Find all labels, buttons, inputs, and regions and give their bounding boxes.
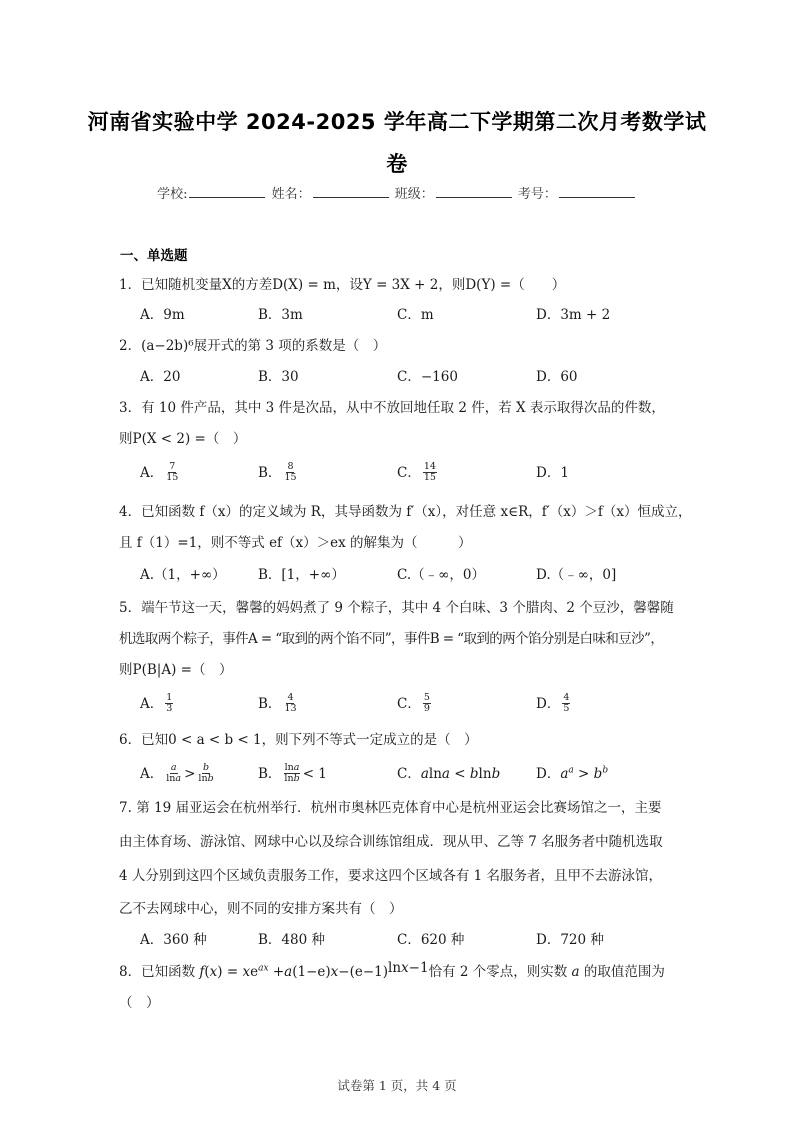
question-5-line3: 则P(B|A) =（ ）	[119, 662, 233, 678]
class-blank[interactable]	[436, 186, 512, 198]
option-a[interactable]: A． $\frac{7}{15}$	[140, 460, 179, 483]
fraction: $\frac{14}{15}$	[423, 460, 436, 483]
question-8-line2: （ ）	[119, 995, 160, 1011]
question-6	[119, 728, 478, 748]
option-a[interactable]: A．9m	[140, 307, 185, 323]
fraction: $\frac{8}{15}$	[284, 460, 297, 483]
option-a[interactable]: A．360 种	[140, 932, 207, 948]
option-a[interactable]: A.（1，+∞）	[140, 567, 226, 583]
question-text: 已知随机变量X的方差D(X) = m，设Y = 3X + 2，则D(Y) =（ ）	[141, 277, 566, 293]
option-b[interactable]: B． $\frac{8}{15}$	[258, 460, 297, 483]
question-number: 8．	[119, 964, 142, 980]
option-d[interactable]: D．720 种	[536, 932, 604, 948]
question-number: 6．	[119, 732, 142, 748]
question-7-line1	[119, 796, 661, 816]
question-number: 3．	[119, 400, 142, 416]
option-c[interactable]: C．alna < blnb	[397, 766, 501, 782]
fraction: $\frac{1}{3}$	[166, 691, 173, 714]
option-a[interactable]: A． $\frac{a}{\ln a}$ > $\frac{b}{\ln b}$	[140, 761, 214, 784]
option-d[interactable]: D． $\frac{4}{5}$	[536, 691, 570, 714]
exam-title-line2: 卷	[386, 152, 408, 176]
question-text: 第 19 届亚运会在杭州举行．杭州市奥林匹克体育中心是杭州亚运会比赛场馆之一，主要	[136, 800, 662, 816]
question-3-line1	[119, 396, 665, 416]
section-title: 一、单选题	[120, 248, 188, 264]
class-label: 班级：	[394, 187, 434, 202]
option-b[interactable]: B． $\frac{4}{13}$	[258, 691, 297, 714]
option-a[interactable]: A．20	[140, 369, 181, 385]
school-label: 学校:	[157, 187, 188, 202]
option-b[interactable]: B．[1，+∞）	[258, 567, 345, 583]
fraction: $\frac{7}{15}$	[166, 460, 179, 483]
option-a[interactable]: A． $\frac{1}{3}$	[140, 691, 173, 714]
option-c[interactable]: C.（﹣∞，0）	[397, 567, 485, 583]
option-d[interactable]: D．60	[536, 369, 578, 385]
question-number: 2．	[119, 338, 142, 354]
question-2	[119, 334, 386, 354]
option-c[interactable]: C．620 种	[397, 932, 465, 948]
fraction: $\frac{4}{5}$	[563, 691, 570, 714]
option-c[interactable]: C．−160	[397, 369, 458, 385]
exam-title-line1: 河南省实验中学 2024-2025 学年高二下学期第二次月考数学试	[87, 110, 707, 134]
option-b[interactable]: B．480 种	[258, 932, 325, 948]
question-number: 5．	[119, 600, 142, 616]
option-c[interactable]: C． $\frac{14}{15}$	[397, 460, 436, 483]
question-number: 7.	[119, 800, 132, 816]
question-1	[119, 273, 565, 293]
option-b[interactable]: B． $\frac{\ln a}{\ln b}$ < 1	[258, 761, 327, 784]
option-d[interactable]: D.（﹣∞，0]	[536, 567, 617, 583]
option-b[interactable]: B．3m	[258, 307, 303, 323]
question-7-line4: 乙不去网球中心，则不同的安排方案共有（ ）	[119, 901, 403, 917]
question-7-line2: 由主体育场、游泳馆、网球中心以及综合训练馆组成．现从甲、乙等 7 名服务者中随机选取	[119, 834, 663, 850]
question-8-line1: 8．已知函数 $f(x) = xe^{ax} +a(1-e)x-(e-1)\ln x-1$恰有 2 个零点，则实数 a 的取值范围为	[119, 960, 665, 980]
fraction: $\frac{5}{9}$	[423, 691, 430, 714]
question-number: 4．	[119, 504, 142, 520]
question-3-line2: 则P(X < 2) =（ ）	[119, 431, 247, 447]
option-d[interactable]: D．1	[536, 465, 569, 481]
student-info-row	[0, 183, 794, 202]
name-label: 姓名：	[271, 187, 311, 202]
question-7-line3: 4 人分别到这四个区域负责服务工作，要求这四个区域各有 1 名服务者，且甲不去游泳馆，	[119, 868, 663, 884]
question-text: (a−2b)⁶展开式的第 3 项的系数是（ ）	[141, 338, 387, 354]
question-4-line1	[119, 500, 692, 520]
question-text: 有 10 件产品，其中 3 件是次品，从中不放回地任取 2 件，若 X 表示取得次品的件数，	[141, 400, 665, 416]
question-number: 1．	[119, 277, 142, 293]
exam-number-label: 考号：	[517, 187, 557, 202]
question-5-line1	[119, 596, 674, 616]
option-d[interactable]: D．$a^a > b^b$	[536, 765, 609, 782]
fraction: $\frac{4}{13}$	[284, 691, 297, 714]
page-footer: 试卷第 1 页，共 4 页	[337, 1078, 457, 1093]
school-blank[interactable]	[189, 186, 265, 198]
option-d[interactable]: D．3m + 2	[536, 307, 611, 323]
option-c[interactable]: C． $\frac{5}{9}$	[397, 691, 430, 714]
question-4-line2: 且 f（1）=1，则不等式 ef（x）＞ex 的解集为（ ）	[119, 535, 472, 551]
question-text: 端午节这一天，馨馨的妈妈煮了 9 个粽子，其中 4 个白味、3 个腊肉、2 个豆沙，馨馨随	[141, 600, 674, 616]
question-5-line2: 机选取两个粽子，事件A = “取到的两个馅不同”，事件B = “取到的两个馅分别是白味和豆沙”，	[119, 631, 664, 647]
option-c[interactable]: C．m	[397, 307, 434, 323]
question-text: 已知0 < a < b < 1，则下列不等式一定成立的是（ ）	[141, 732, 478, 748]
name-blank[interactable]	[313, 186, 389, 198]
option-b[interactable]: B．30	[258, 369, 299, 385]
exam-number-blank[interactable]	[559, 186, 635, 198]
question-text: 已知函数 f（x）的定义域为 R，其导函数为 f′（x），对任意 x∈R，f′（x）＞f（x）恒成立，	[141, 504, 692, 520]
